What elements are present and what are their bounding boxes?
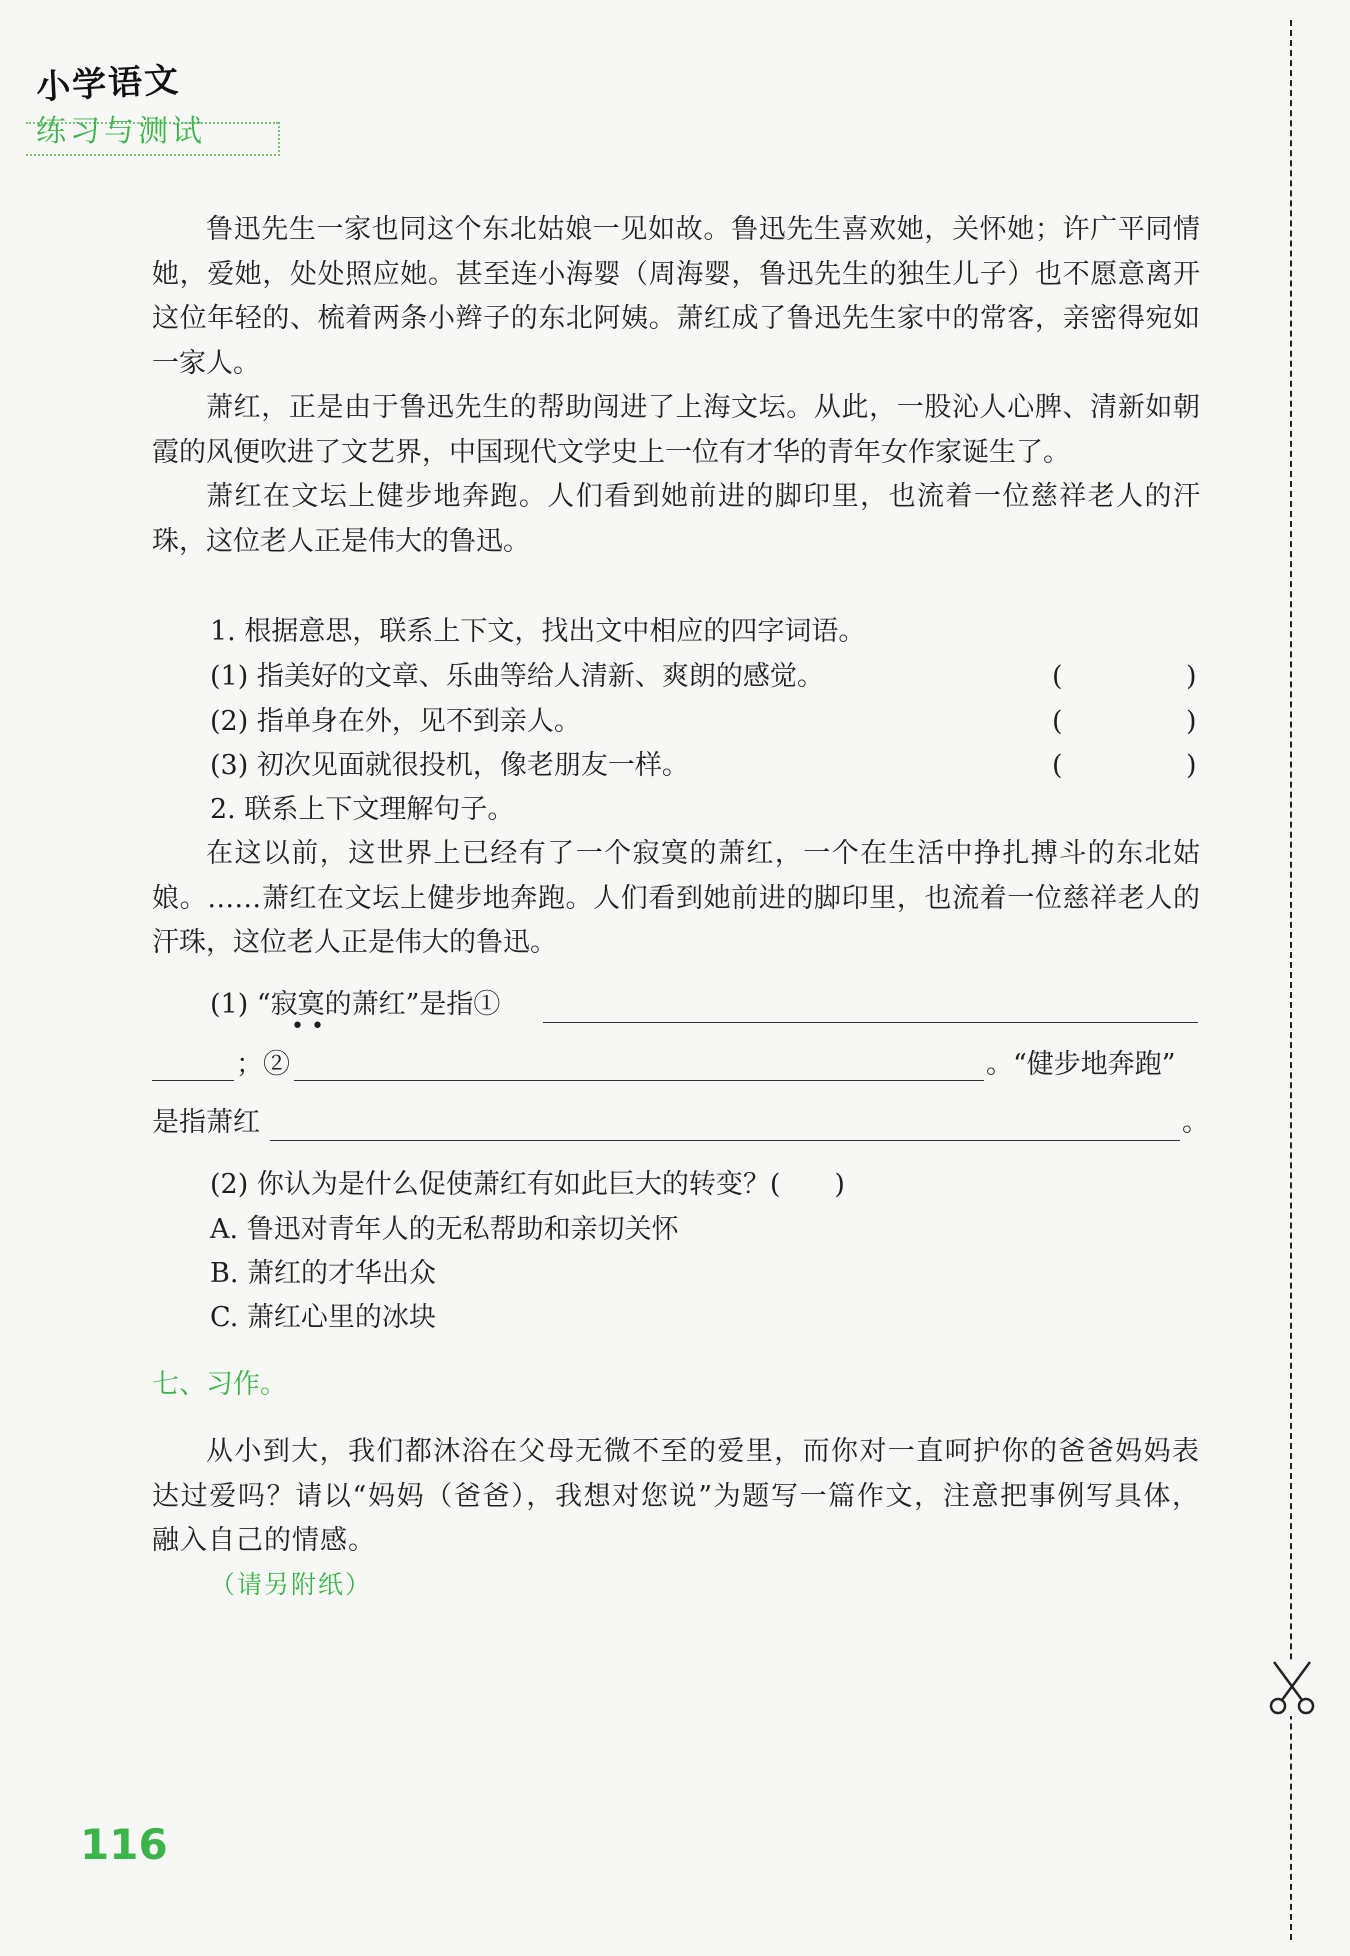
section-7-prompt: 从小到大，我们都沐浴在父母无微不至的爱里，而你对一直呵护你的爸爸妈妈表达过爱吗？请以“妈妈（爸爸），我想对您说”为题写一篇作文，注意把事例写具体，融入自己的情感。 [152, 1436, 1200, 1556]
q1-answer-open-3: ( [1052, 750, 1063, 781]
q2-option-a: A. 鲁迅对青年人的无私帮助和亲切关怀 [210, 1214, 679, 1245]
passage-paragraph-1: 鲁迅先生一家也同这个东北姑娘一见如故。鲁迅先生喜欢她，关怀她；许广平同情她，爱她，处处照应她。甚至连小海婴（周海婴，鲁迅先生的独生儿子）也不愿意离开这位年轻的、梳着两条小辫子的东北阿姨。萧红成了鲁迅先生家中的常客，亲密得宛如一家人。 [152, 214, 1200, 379]
q1-answer-open-1: ( [1052, 661, 1063, 692]
scissors-icon [1266, 1660, 1318, 1716]
q2-option-c: C. 萧红心里的冰块 [210, 1302, 436, 1333]
q2-quote: 在这以前，这世界上已经有了一个寂寞的萧红，一个在生活中挣扎搏斗的东北姑娘。……萧红在文坛上健步地奔跑。人们看到她前进的脚印里，也流着一位慈祥老人的汗珠，这位老人正是伟大的鲁迅。 [152, 838, 1200, 958]
q1-answer-close-3: ) [1186, 750, 1197, 781]
q2-title: 2. 联系上下文理解句子。 [210, 794, 515, 825]
q2-blank-1[interactable] [543, 1022, 1198, 1023]
q1-item-3: (3) 初次见面就很投机，像老朋友一样。 [210, 750, 689, 781]
brand-title: 小学语文 [35, 60, 182, 108]
q1-answer-close-2: ) [1186, 706, 1197, 737]
q2-sub1-fourth: 是指萧红 [152, 1107, 260, 1138]
q2-blank-3[interactable] [270, 1140, 1180, 1141]
brand-subtitle: 练习与测试 [36, 114, 206, 149]
q1-item-2: (2) 指单身在外，见不到亲人。 [210, 706, 581, 737]
q1-answer-close-1: ) [1186, 661, 1197, 692]
q2-sub1-prompt: (1) “寂寞的萧红”是指① [210, 989, 501, 1020]
passage-paragraph-3: 萧红在文坛上健步地奔跑。人们看到她前进的脚印里，也流着一位慈祥老人的汗珠，这位老人正是伟大的鲁迅。 [152, 481, 1200, 557]
q1-answer-open-2: ( [1052, 706, 1063, 737]
q1-title: 1. 根据意思，联系上下文，找出文中相应的四字词语。 [210, 616, 866, 647]
emphasis-dots: • • [291, 1014, 324, 1039]
q2-sub1-third: 。“健步地奔跑” [986, 1049, 1176, 1080]
q2-sub1-end: 。 [1182, 1107, 1209, 1138]
q1-item-1: (1) 指美好的文章、乐曲等给人清新、爽朗的感觉。 [210, 661, 824, 692]
page-number: 116 [80, 1820, 168, 1869]
q2-blank-1-cont[interactable] [152, 1080, 234, 1081]
q2-sub2: (2) 你认为是什么促使萧红有如此巨大的转变？( ) [210, 1169, 845, 1200]
q2-blank-2[interactable] [294, 1080, 984, 1081]
q2-sub1-second: ；② [236, 1049, 290, 1080]
section-7-note: （请另附纸） [210, 1570, 373, 1599]
passage-paragraph-2: 萧红，正是由于鲁迅先生的帮助闯进了上海文坛。从此，一股沁人心脾、清新如朝霞的风便吹进了文艺界，中国现代文学史上一位有才华的青年女作家诞生了。 [152, 392, 1200, 468]
cut-line [1290, 20, 1292, 1940]
section-7-heading: 七、习作。 [152, 1369, 287, 1400]
q2-option-b: B. 萧红的才华出众 [210, 1258, 437, 1289]
